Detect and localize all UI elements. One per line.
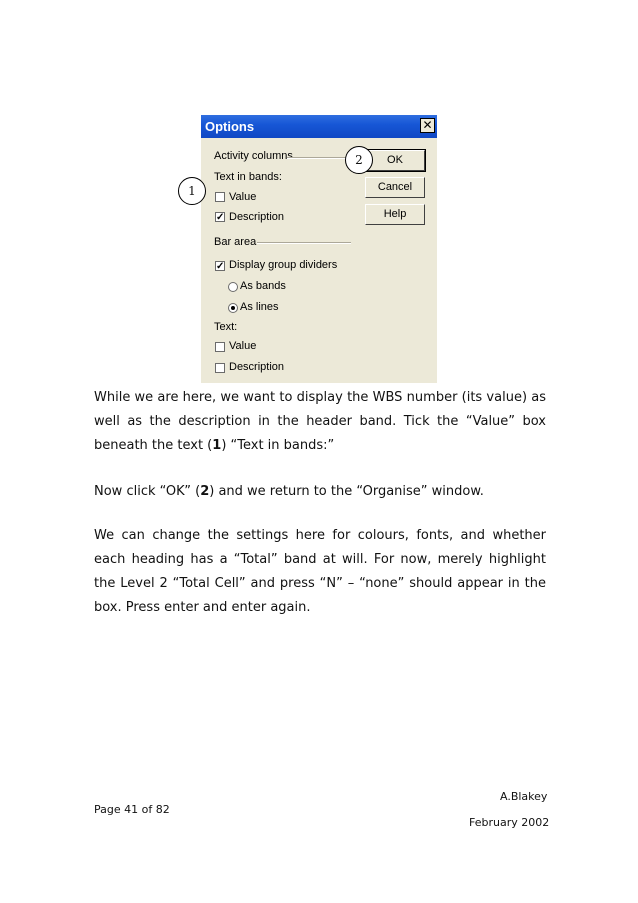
bar-area-label: Bar area <box>214 236 257 248</box>
callout-1: 1 <box>178 177 206 205</box>
paragraph-1: While we are here, we want to display the WBS number (its value) as well as the description in the header band. Tick the “Value” box beneath the text (1) “Text in bands:” <box>94 390 546 453</box>
dialog-titlebar <box>201 115 437 138</box>
activity-columns-label: Activity columns <box>214 150 293 162</box>
activity-columns-divider <box>287 157 353 159</box>
bar-area-divider <box>257 242 351 244</box>
as-bands-label: As bands <box>240 280 286 292</box>
as-lines-label: As lines <box>240 301 279 313</box>
text-in-bands-label: Text in bands: <box>214 171 282 183</box>
help-button[interactable]: Help <box>365 204 425 225</box>
footer-author: A.Blakey <box>500 790 548 803</box>
bands-value-label: Value <box>229 191 257 203</box>
footer-page-number: Page 41 of 82 <box>94 803 170 816</box>
display-group-dividers-label: Display group dividers <box>229 259 338 271</box>
text-label: Text: <box>214 321 238 333</box>
close-icon[interactable]: ✕ <box>420 118 435 133</box>
bands-description-checkbox[interactable]: ✓ <box>216 212 225 223</box>
footer-date: February 2002 <box>469 816 550 829</box>
paragraph-2: Now click “OK” (2) and we return to the “Organise” window. <box>94 484 484 499</box>
bands-description-label: Description <box>229 211 285 223</box>
as-lines-radio[interactable] <box>228 303 238 313</box>
radio-dot <box>231 306 235 310</box>
dialog-title: Options <box>205 119 255 134</box>
ok-button[interactable]: OK <box>365 150 425 171</box>
cancel-button[interactable]: Cancel <box>365 177 425 198</box>
text-description-checkbox[interactable] <box>215 363 225 373</box>
text-value-label: Value <box>229 340 257 352</box>
text-value-checkbox[interactable] <box>215 342 225 352</box>
display-group-dividers-checkbox[interactable]: ✓ <box>216 261 225 272</box>
as-bands-radio[interactable] <box>228 282 238 292</box>
options-dialog <box>201 115 437 383</box>
paragraph-3: We can change the settings here for colours, fonts, and whether each heading has a “Total” band at will. For now, merely highlight the Level 2 “Total Cell” and press “N” – “none” should appear in the box. Press enter and enter again. <box>94 528 546 615</box>
bands-value-checkbox[interactable] <box>215 192 225 202</box>
text-description-label: Description <box>229 361 285 373</box>
callout-2: 2 <box>345 146 373 174</box>
